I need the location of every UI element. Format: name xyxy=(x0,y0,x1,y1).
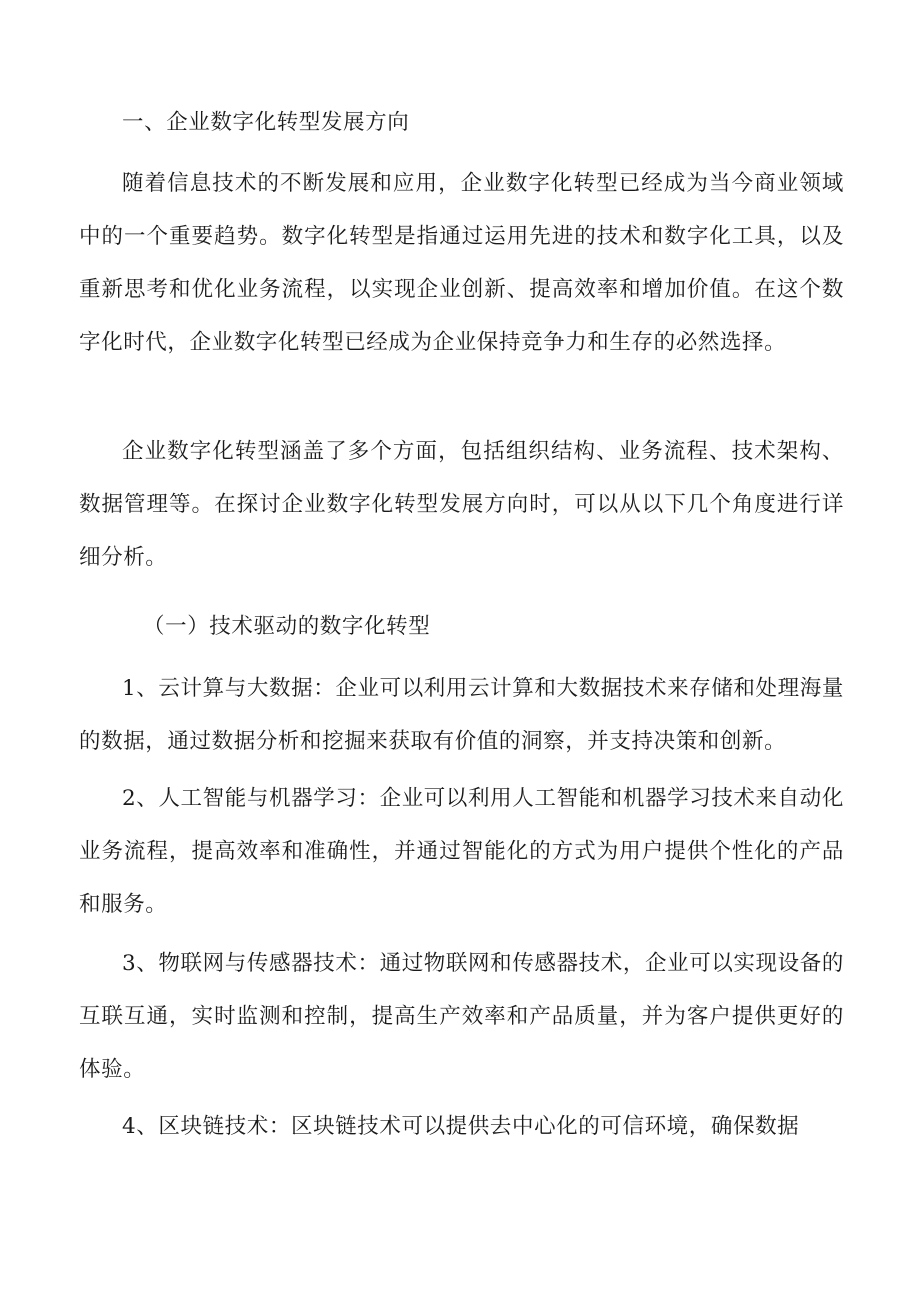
list-item-blockchain: 4、区块链技术：区块链技术可以提供去中心化的可信环境，确保数据 xyxy=(122,1114,800,1139)
subsection-heading: （一）技术驱动的数字化转型 xyxy=(143,614,431,639)
list-item-iot: 3、物联网与传感器技术：通过物联网和传感器技术，企业可以实现设备的互联互通，实时监测和控制，提高生产效率和产品质量，并为客户提供更好的体验。 xyxy=(79,951,844,1082)
list-item-cloud-bigdata: 1、云计算与大数据：企业可以利用云计算和大数据技术来存储和处理海量的数据，通过数据分析和挖掘来获取有价值的洞察，并支持决策和创新。 xyxy=(79,676,844,754)
list-item-ai-ml: 2、人工智能与机器学习：企业可以利用人工智能和机器学习技术来自动化业务流程，提高效率和准确性，并通过智能化的方式为用户提供个性化的产品和服务。 xyxy=(79,786,844,917)
scope-paragraph: 企业数字化转型涵盖了多个方面，包括组织结构、业务流程、技术架构、数据管理等。在探讨企业数字化转型发展方向时，可以从以下几个角度进行详细分析。 xyxy=(79,439,844,570)
section-heading: 一、企业数字化转型发展方向 xyxy=(122,110,410,135)
intro-paragraph: 随着信息技术的不断发展和应用，企业数字化转型已经成为当今商业领域中的一个重要趋势。数字化转型是指通过运用先进的技术和数字化工具，以及重新思考和优化业务流程，以实现企业创新、提高效率和增加价值。在这个数字化时代，企业数字化转型已经成为企业保持竞争力和生存的必然选择。 xyxy=(79,171,844,355)
